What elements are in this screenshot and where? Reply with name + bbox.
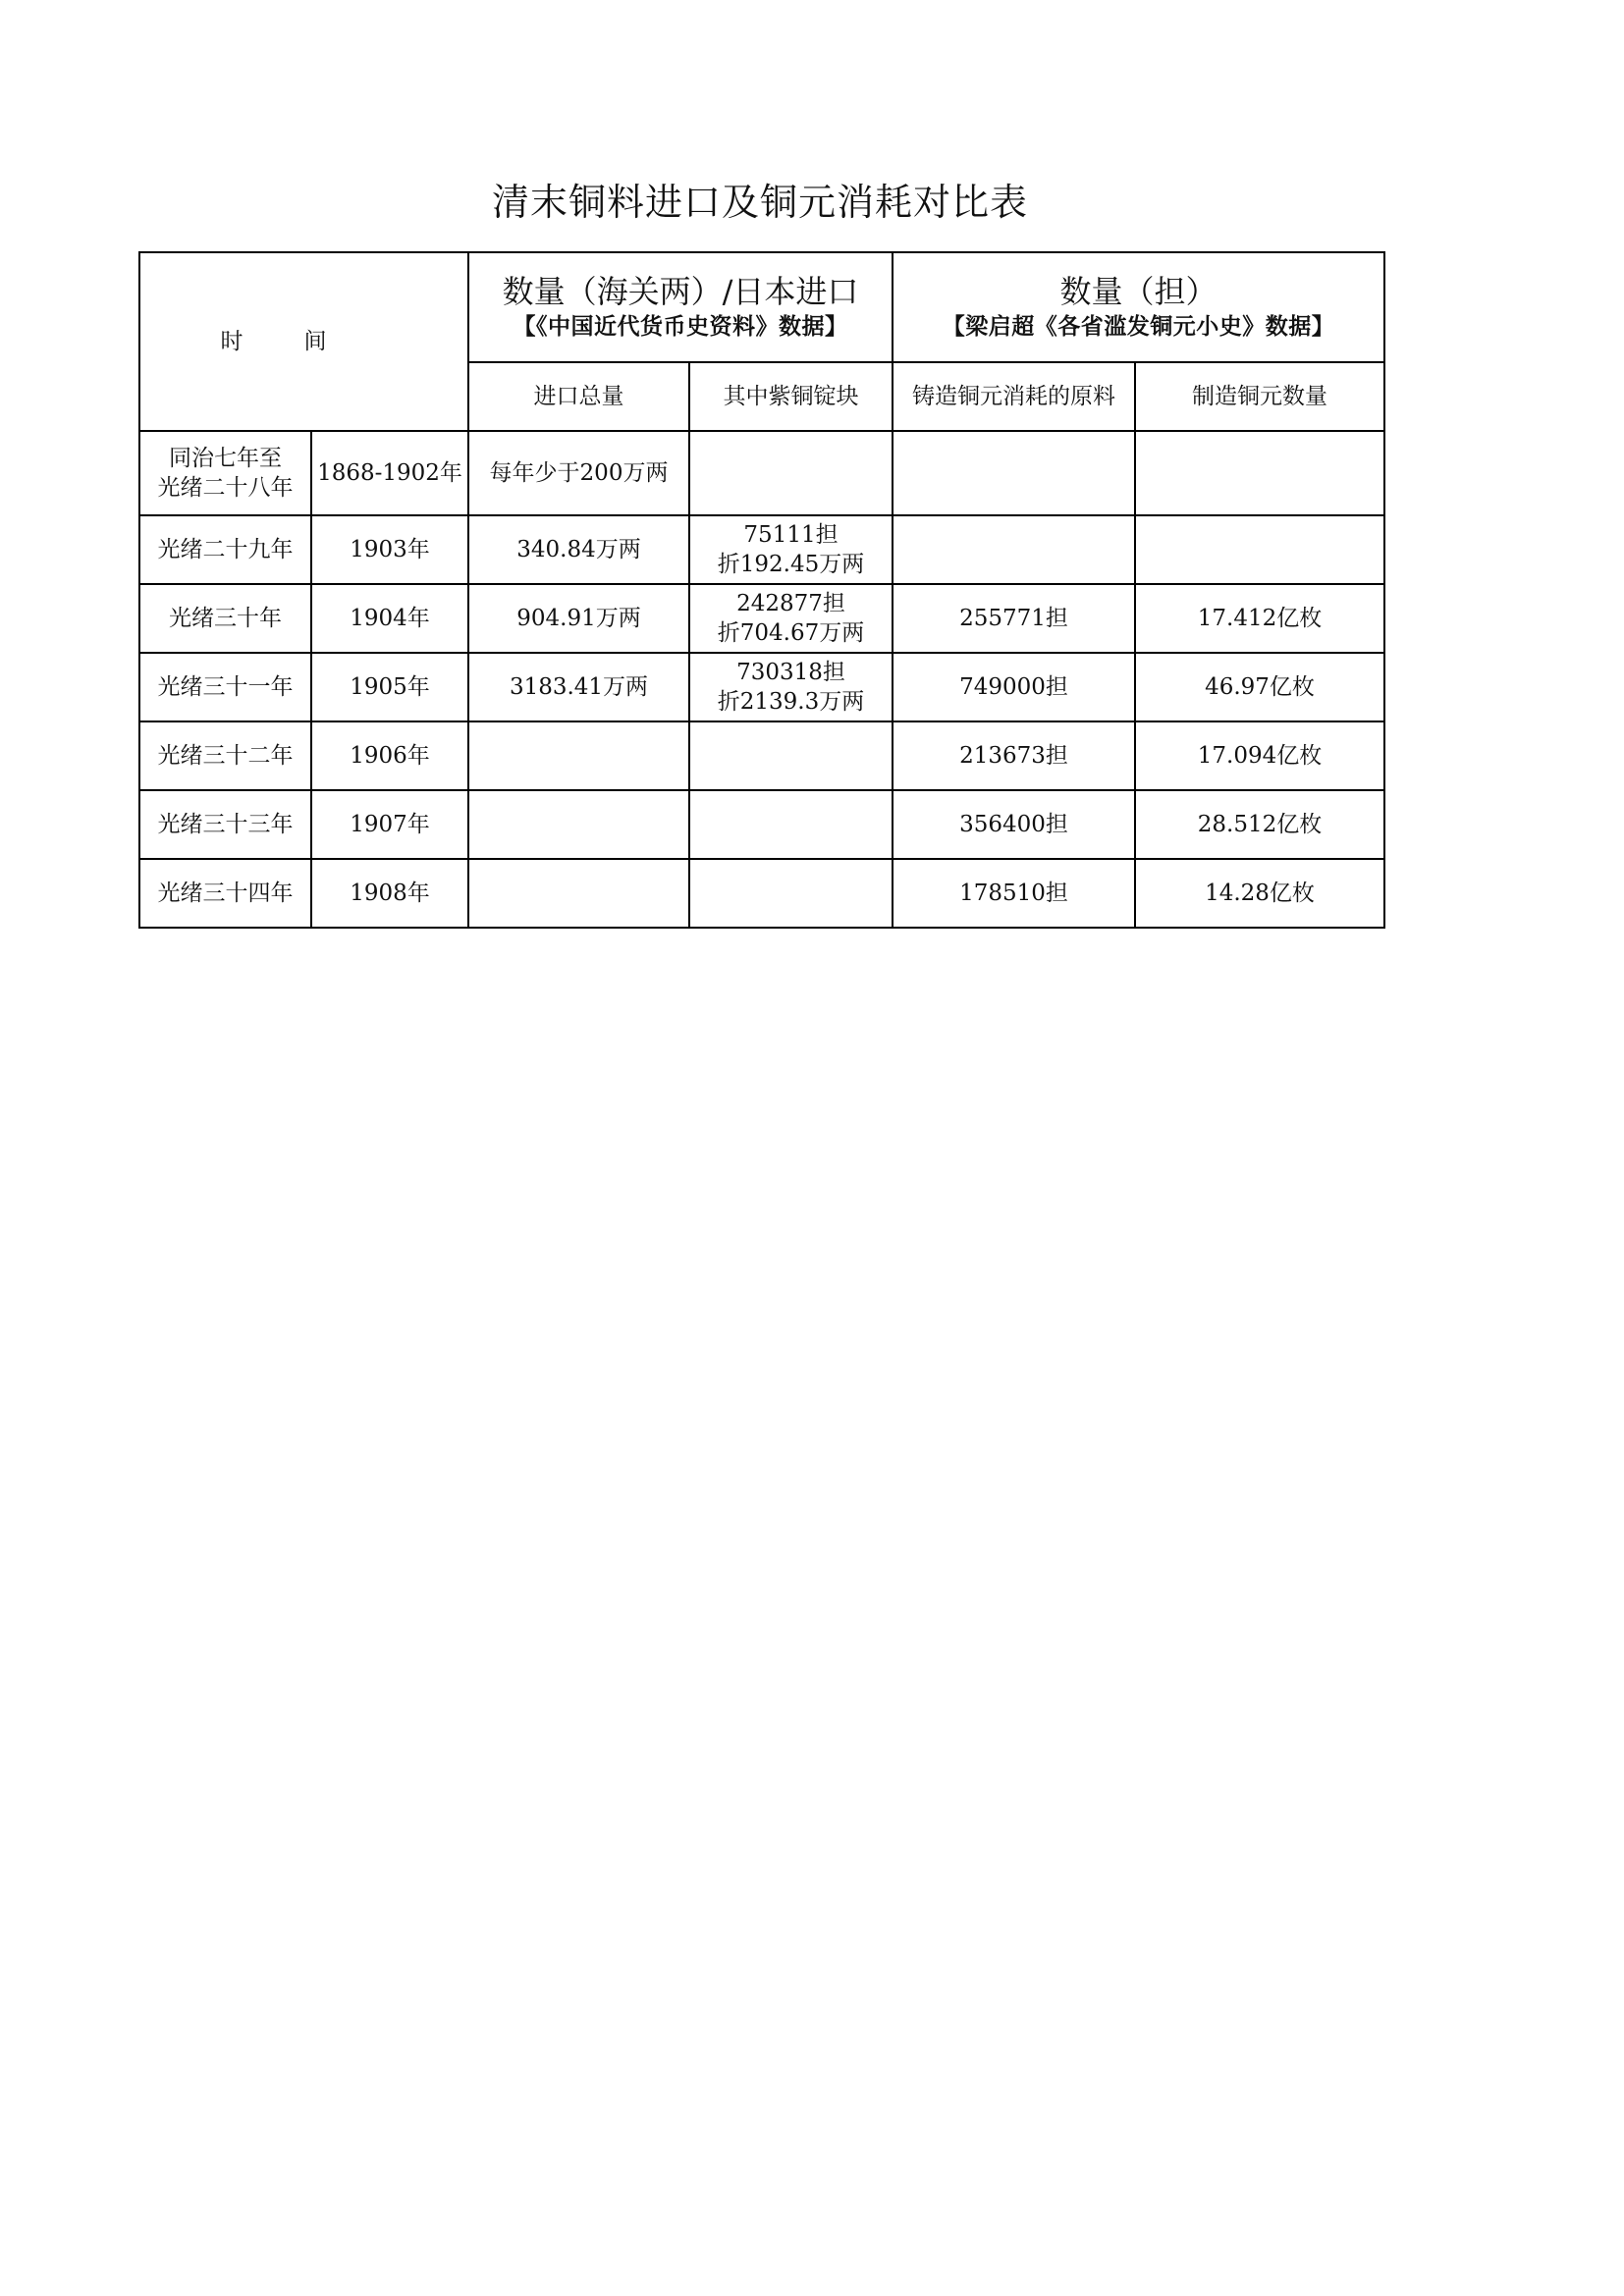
coin-count-cell: 14.28亿枚: [1135, 859, 1384, 928]
era-cell: 光绪三十年: [139, 584, 311, 653]
import-total-header: 进口总量: [468, 362, 689, 431]
coin-consumption-group-source: 【梁启超《各省滥发铜元小史》数据】: [942, 313, 1335, 340]
table-header-row: [139, 252, 1384, 362]
customs-import-group-title: 数量（海关两）/日本进口: [502, 273, 859, 310]
import-total-cell: 340.84万两: [468, 515, 689, 584]
table-row: [139, 653, 1384, 721]
copper-ingot-cell: [689, 584, 893, 653]
import-total-cell: 每年少于200万两: [468, 431, 689, 515]
table-row: [139, 515, 1384, 584]
table-row: [139, 584, 1384, 653]
era-cell: 光绪二十九年: [139, 515, 311, 584]
copper-comparison-table: [138, 251, 1385, 929]
era-cell: 光绪三十三年: [139, 790, 311, 859]
era-cell: 光绪三十四年: [139, 859, 311, 928]
page-title: 清末铜料进口及铜元消耗对比表: [491, 181, 1028, 224]
ingot-weight: 242877担: [736, 591, 845, 616]
customs-import-group-header: [468, 252, 893, 362]
ingot-weight: 730318担: [736, 660, 845, 685]
coin-count-header: 制造铜元数量: [1135, 362, 1384, 431]
era-cell: 光绪三十一年: [139, 653, 311, 721]
copper-ingot-cell: [689, 431, 893, 515]
ingot-value: 折192.45万两: [717, 552, 865, 577]
coin-count-cell: 17.412亿枚: [1135, 584, 1384, 653]
raw-material-cell: 178510担: [893, 859, 1135, 928]
coin-consumption-group-title: 数量（担）: [1059, 273, 1218, 310]
ingot-value: 折704.67万两: [717, 620, 865, 646]
ingot-value: 折2139.3万两: [717, 689, 865, 715]
import-total-cell: 904.91万两: [468, 584, 689, 653]
raw-material-header: 铸造铜元消耗的原料: [893, 362, 1135, 431]
raw-material-cell: 356400担: [893, 790, 1135, 859]
copper-ingot-cell: [689, 653, 893, 721]
year-cell: 1906年: [311, 721, 468, 790]
era-cell: [139, 431, 311, 515]
era-line: 光绪二十八年: [157, 475, 294, 501]
year-cell: 1905年: [311, 653, 468, 721]
table-row: [139, 431, 1384, 515]
time-column-header: 时间: [139, 252, 468, 431]
import-total-cell: [468, 721, 689, 790]
raw-material-cell: [893, 515, 1135, 584]
coin-count-cell: 28.512亿枚: [1135, 790, 1384, 859]
copper-ingot-cell: [689, 790, 893, 859]
coin-count-cell: 46.97亿枚: [1135, 653, 1384, 721]
coin-consumption-group-header: [893, 252, 1384, 362]
table-row: [139, 721, 1384, 790]
era-line: 同治七年至: [169, 446, 282, 471]
coin-count-cell: [1135, 431, 1384, 515]
copper-ingot-cell: [689, 859, 893, 928]
table-row: [139, 859, 1384, 928]
customs-import-group-source: 【《中国近代货币史资料》数据】: [513, 313, 848, 340]
copper-ingot-cell: [689, 515, 893, 584]
raw-material-cell: [893, 431, 1135, 515]
year-cell: 1904年: [311, 584, 468, 653]
table-row: [139, 790, 1384, 859]
copper-ingot-cell: [689, 721, 893, 790]
raw-material-cell: 255771担: [893, 584, 1135, 653]
year-cell: 1907年: [311, 790, 468, 859]
year-cell: 1868-1902年: [311, 431, 468, 515]
copper-ingot-header: 其中紫铜锭块: [689, 362, 893, 431]
import-total-cell: [468, 790, 689, 859]
coin-count-cell: 17.094亿枚: [1135, 721, 1384, 790]
year-cell: 1903年: [311, 515, 468, 584]
raw-material-cell: 213673担: [893, 721, 1135, 790]
ingot-weight: 75111担: [743, 522, 839, 548]
raw-material-cell: 749000担: [893, 653, 1135, 721]
import-total-cell: [468, 859, 689, 928]
import-total-cell: 3183.41万两: [468, 653, 689, 721]
coin-count-cell: [1135, 515, 1384, 584]
year-cell: 1908年: [311, 859, 468, 928]
era-cell: 光绪三十二年: [139, 721, 311, 790]
